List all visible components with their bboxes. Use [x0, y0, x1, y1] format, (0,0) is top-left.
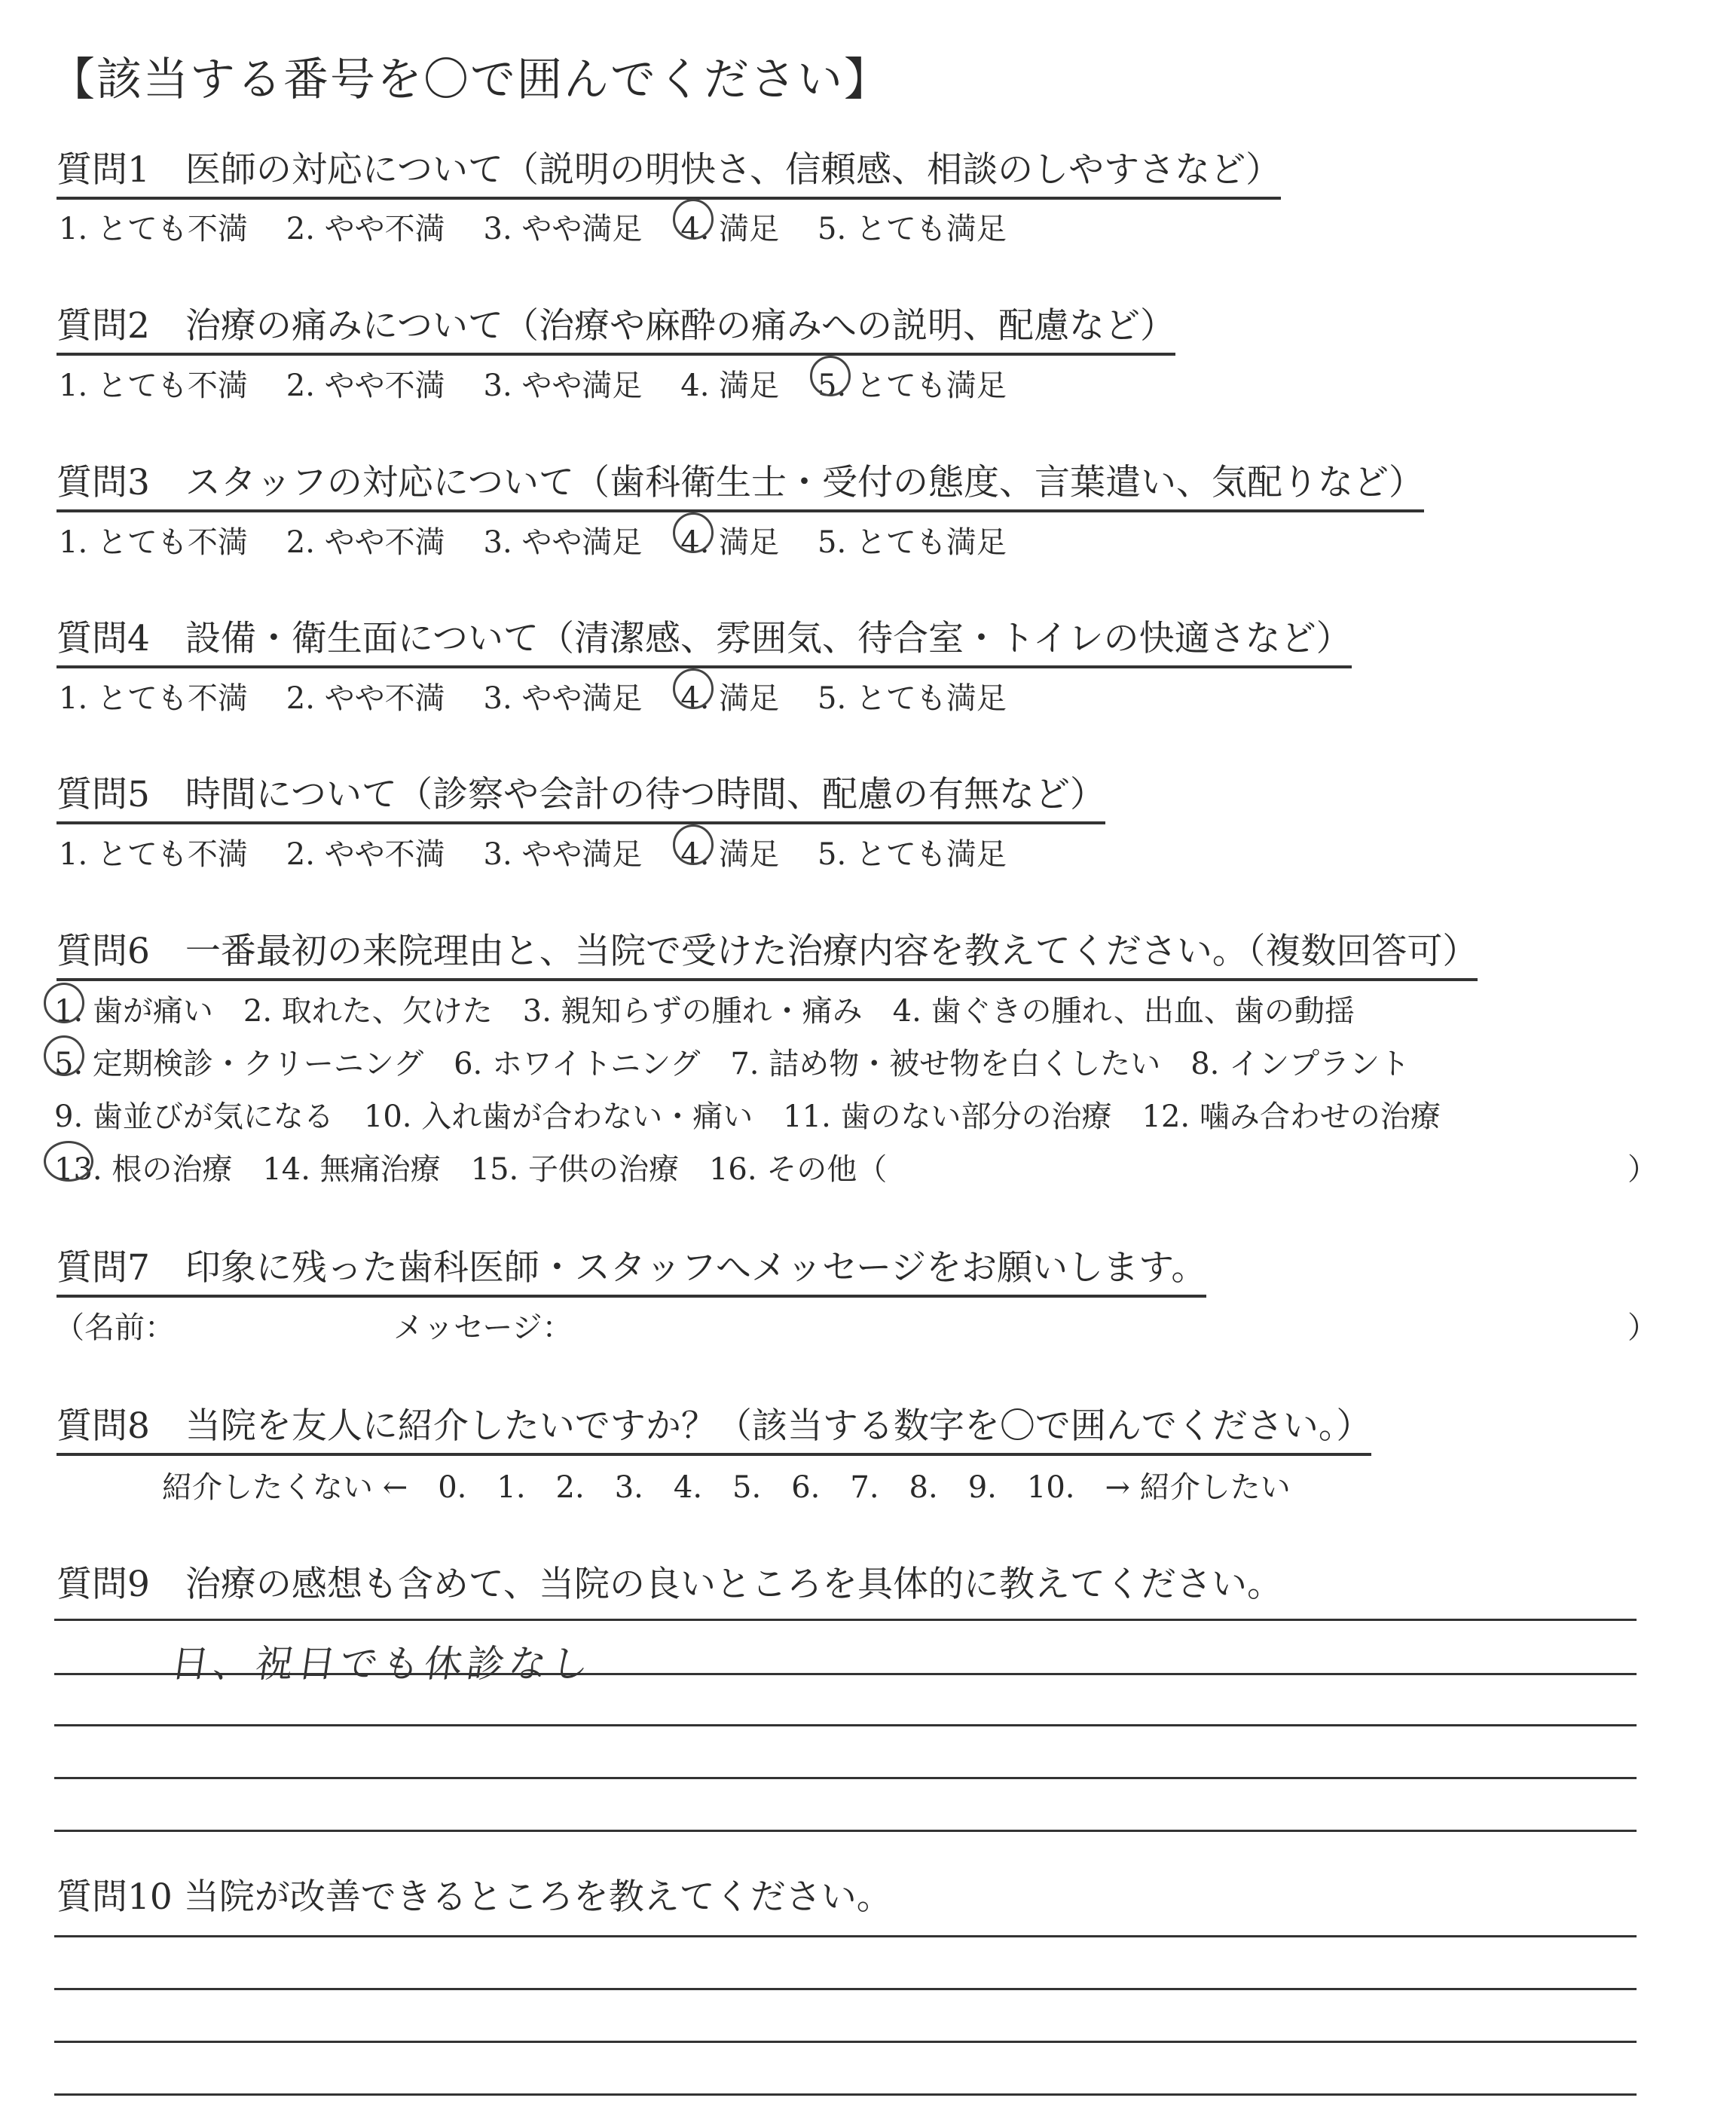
circled-answer-mark: [44, 983, 84, 1023]
circled-answer-mark: [673, 199, 714, 240]
answer-line: [54, 2041, 1637, 2043]
question-7-label: 質問7 印象に残った歯科医師・スタッフへメッセージをお願いします。: [57, 1240, 1206, 1298]
circled-answer-mark: [44, 1141, 93, 1182]
answer-line: [54, 2093, 1637, 2096]
page-title: 【該当する番号を〇で囲んでください】: [50, 54, 891, 106]
question-9-label: 質問9 治療の感想も含めて、当院の良いところを具体的に教えてください。: [57, 1564, 1282, 1605]
answer-line: [54, 1830, 1637, 1832]
circled-answer-mark: [673, 512, 714, 553]
question-5-label: 質問5 時間について（診察や会計の待つ時間、配慮の有無など）: [57, 766, 1105, 824]
question-7-close: ）: [1628, 1310, 1658, 1345]
question-6-line-1[interactable]: 1. 歯が痛い 2. 取れた、欠けた 3. 親知らずの腫れ・痛み 4. 歯ぐきの腫れ、出血、歯の動揺: [54, 987, 1355, 1030]
question-7-message-label: メッセージ：: [393, 1310, 573, 1345]
circled-answer-mark: [44, 1035, 84, 1076]
circled-answer-mark: [810, 356, 851, 396]
question-10-label: 質問10 当院が改善できるところを教えてください。: [57, 1876, 892, 1918]
question-1-label: 質問1 医師の対応について（説明の明快さ、信頼感、相談のしやすさなど）: [57, 142, 1281, 200]
question-1-options[interactable]: 1. とても不満 2. やや不満 3. やや満足 4. 満足 5. とても満足: [59, 205, 1007, 248]
answer-line: [54, 1935, 1637, 1937]
answer-line: [54, 1673, 1637, 1675]
question-4-label: 質問4 設備・衛生面について（清潔感、雰囲気、待合室・トイレの快適さなど）: [57, 610, 1352, 668]
question-7-name-label: （名前：: [54, 1310, 175, 1345]
question-5-options[interactable]: 1. とても不満 2. やや不満 3. やや満足 4. 満足 5. とても満足: [59, 830, 1007, 873]
question-4-options[interactable]: 1. とても不満 2. やや不満 3. やや満足 4. 満足 5. とても満足: [59, 674, 1007, 717]
answer-line: [54, 1619, 1637, 1621]
question-6-line-4[interactable]: 13. 根の治療 14. 無痛治療 15. 子供の治療 16. その他（: [54, 1145, 887, 1188]
question-8-label: 質問8 当院を友人に紹介したいですか？（該当する数字を〇で囲んでください。）: [57, 1398, 1371, 1456]
question-6-line-2[interactable]: 5. 定期検診・クリーニング 6. ホワイトニング 7. 詰め物・被せ物を白くしたい 8. インプラント: [54, 1040, 1410, 1083]
answer-line: [54, 1724, 1637, 1726]
circled-answer-mark: [673, 668, 714, 709]
answer-line: [54, 1988, 1637, 1990]
question-6-line-3[interactable]: 9. 歯並びが気になる 10. 入れ歯が合わない・痛い 11. 歯のない部分の治療 12. 噛み合わせの治療: [54, 1099, 1441, 1134]
question-8-scale[interactable]: 紹介したくない ← 0. 1. 2. 3. 4. 5. 6. 7. 8. 9. 10. → 紹介したい: [162, 1470, 1291, 1505]
question-2-options[interactable]: 1. とても不満 2. やや不満 3. やや満足 4. 満足 5. とても満足: [59, 362, 1007, 405]
question-6-label: 質問6 一番最初の来院理由と、当院で受けた治療内容を教えてください。（複数回答可）: [57, 923, 1478, 981]
question-3-options[interactable]: 1. とても不満 2. やや不満 3. やや満足 4. 満足 5. とても満足: [59, 518, 1007, 561]
question-3-label: 質問3 スタッフの対応について（歯科衛生士・受付の態度、言葉遣い、気配りなど）: [57, 454, 1424, 512]
question-6-other-close: ）: [1628, 1152, 1658, 1187]
circled-answer-mark: [673, 824, 714, 865]
question-9-handwritten-answer[interactable]: 日、祝日でも休診なし: [168, 1642, 597, 1686]
answer-line: [54, 1777, 1637, 1779]
question-2-label: 質問2 治療の痛みについて（治療や麻酔の痛みへの説明、配慮など）: [57, 298, 1175, 356]
